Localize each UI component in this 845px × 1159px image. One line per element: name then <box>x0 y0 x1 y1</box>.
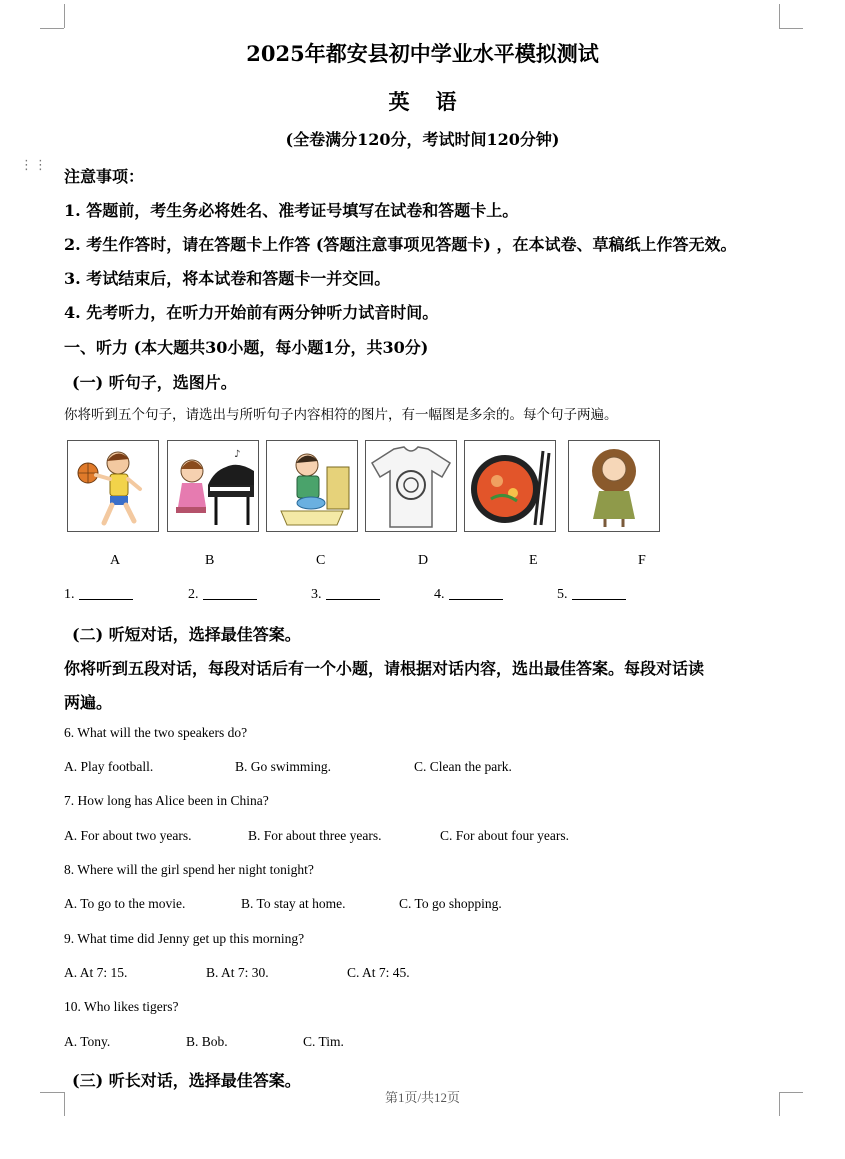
page-number: 第1页/共12页 <box>384 1090 461 1105</box>
crop-mark <box>779 4 780 28</box>
picture-label: F <box>638 553 646 568</box>
option-a: A. To go to the movie. <box>64 896 186 911</box>
option-b: B. At 7: 30. <box>206 965 269 980</box>
answer-blank[interactable]: 5. <box>557 587 626 603</box>
picture-b <box>167 440 259 532</box>
option-b: B. Bob. <box>186 1034 228 1049</box>
girl-piano-icon <box>168 441 258 531</box>
food-bowl-icon <box>465 441 555 531</box>
crop-mark <box>40 28 64 29</box>
crop-mark <box>64 4 65 28</box>
picture-label: E <box>529 553 538 568</box>
option-b: B. To stay at home. <box>241 896 346 911</box>
answer-blank[interactable]: 4. <box>434 587 503 603</box>
question-text: 9. What time did Jenny get up this morning? <box>64 931 305 946</box>
option-c: C. For about four years. <box>440 828 569 843</box>
notice-item: 2. 考生作答时，请在答题卡上作答 (答题注意事项见答题卡) ，在本试卷、草稿纸上作答无效。 <box>64 235 737 254</box>
question-text: 6. What will the two speakers do? <box>64 725 248 740</box>
picture-label: D <box>418 553 429 568</box>
notice-item: 1. 答题前，考生务必将姓名、准考证号填写在试卷和答题卡上。 <box>64 201 519 220</box>
option-c: C. At 7: 45. <box>347 965 410 980</box>
option-b: B. For about three years. <box>248 828 382 843</box>
picture-label: B <box>205 553 215 568</box>
option-a: A. At 7: 15. <box>64 965 128 980</box>
notice-item: 3. 考试结束后，将本试卷和答题卡一并交回。 <box>64 269 391 288</box>
section-title: 一、听力 (本大题共30小题，每小题1分，共30分) <box>64 338 429 357</box>
exam-title: 2025年都安县初中学业水平模拟测试 <box>246 41 599 66</box>
exam-subject: 英语 <box>388 89 483 114</box>
svg-text:♪: ♪ <box>234 449 241 460</box>
boy-cleaning-icon <box>267 441 357 531</box>
notice-item: 4. 先考听力，在听力开始前有两分钟听力试音时间。 <box>64 303 439 322</box>
picture-label: A <box>110 553 121 568</box>
picture-a <box>67 440 159 532</box>
drag-handle-icon[interactable]: ⋮⋮ <box>20 158 48 173</box>
score-info: (全卷满分120分，考试时间120分钟) <box>285 130 560 149</box>
option-c: C. Tim. <box>303 1034 344 1049</box>
option-a: A. For about two years. <box>64 828 192 843</box>
picture-f <box>568 440 660 532</box>
option-a: A. Play football. <box>64 759 154 774</box>
part-instruction: 两遍。 <box>64 693 113 712</box>
part-title: (二) 听短对话，选择最佳答案。 <box>72 625 301 644</box>
question-text: 8. Where will the girl spend her night tonight? <box>64 862 314 877</box>
picture-c <box>266 440 358 532</box>
part-title: (一) 听句子，选图片。 <box>72 373 237 392</box>
part-instruction: 你将听到五个句子，请选出与所听句子内容相符的图片，有一幅图是多余的。每个句子两遍。 <box>64 407 618 423</box>
basketball-boy-icon <box>68 441 158 531</box>
answer-blank[interactable]: 3. <box>311 587 380 603</box>
crop-mark <box>779 28 803 29</box>
picture-label: C <box>316 553 326 568</box>
picture-e <box>464 440 556 532</box>
question-text: 7. How long has Alice been in China? <box>64 793 269 808</box>
tshirt-icon <box>366 441 456 531</box>
answer-blank[interactable]: 1. <box>64 587 133 603</box>
question-text: 10. Who likes tigers? <box>64 999 179 1014</box>
notice-heading: 注意事项： <box>64 167 145 186</box>
picture-d <box>365 440 457 532</box>
option-c: C. To go shopping. <box>399 896 502 911</box>
answer-blank[interactable]: 2. <box>188 587 257 603</box>
option-a: A. Tony. <box>64 1034 111 1049</box>
option-c: C. Clean the park. <box>414 759 512 774</box>
curly-girl-icon <box>569 441 659 531</box>
part-instruction: 你将听到五段对话，每段对话后有一个小题，请根据对话内容，选出最佳答案。每段对话读 <box>64 659 705 678</box>
option-b: B. Go swimming. <box>235 759 332 774</box>
part-title: (三) 听长对话，选择最佳答案。 <box>72 1071 301 1090</box>
